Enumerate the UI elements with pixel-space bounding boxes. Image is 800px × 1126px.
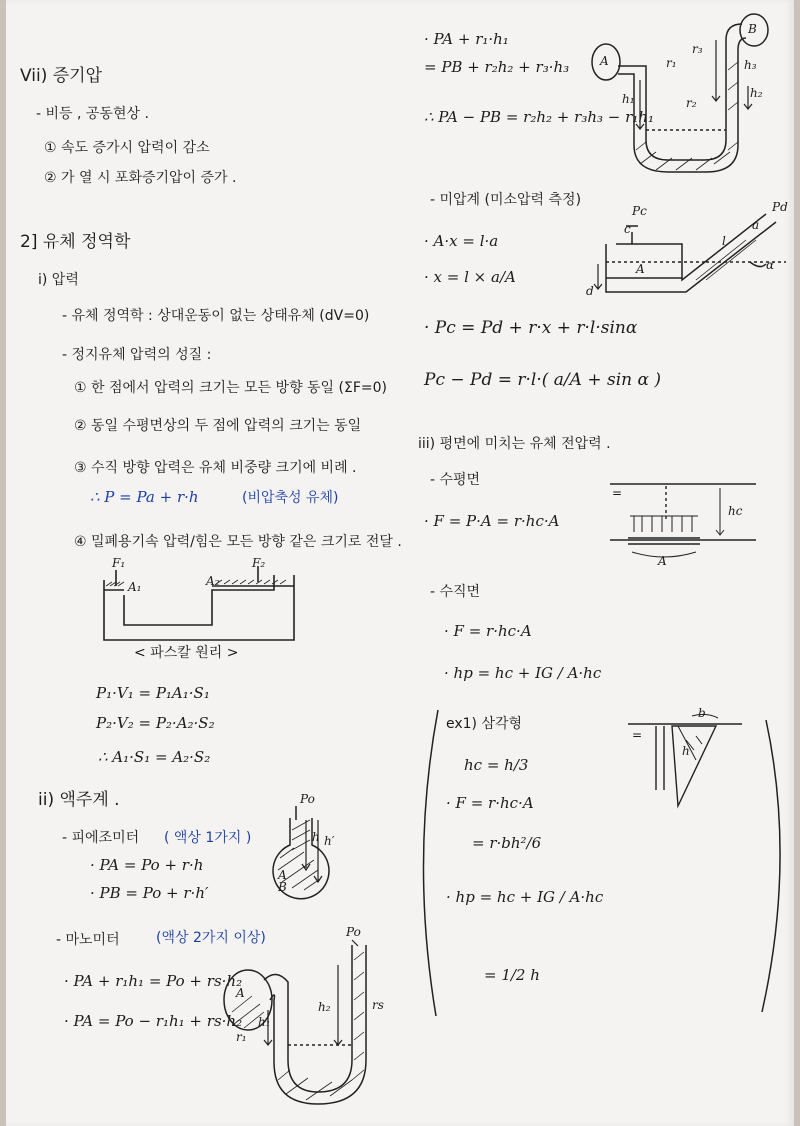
pascal-equation-1: P₁·V₁ = P₁A₁·S₁	[96, 684, 210, 702]
manometer-label-po: Po	[346, 925, 361, 939]
property-3: ③ 수직 방향 압력은 유체 비중량 크기에 비례 .	[74, 460, 357, 476]
micromanometer-label-alpha: α	[766, 258, 775, 272]
property-2: ② 동일 수평면상의 두 점에 압력의 크기는 동일	[74, 418, 362, 434]
section-vii-title: Vii) 증기압	[20, 66, 103, 86]
property-3-note: (비압축성 유체)	[242, 490, 339, 506]
pascal-label-a2: A₂	[206, 574, 220, 588]
piezometer-label-h-prime: h′	[324, 834, 335, 848]
horizontal-label-area: A	[658, 554, 667, 568]
section-2-title: 2] 유체 정역학	[20, 232, 131, 252]
triangle-label-b: b	[698, 706, 706, 720]
notebook-page	[6, 0, 794, 1126]
piezometer-equation-2: · PB = Po + r·h′	[90, 884, 209, 902]
piezometer-label-po: Po	[300, 792, 315, 806]
piezometer-label-a: A	[278, 868, 287, 882]
pressure-definition: - 유체 정역학 : 상대운동이 없는 상태유체 (dV=0)	[62, 308, 370, 324]
differential-label-r2: r₂	[686, 96, 697, 110]
manometer-note: (액상 2가지 이상)	[156, 930, 266, 946]
vertical-plane-title: - 수직면	[430, 584, 481, 600]
piezometer-title: - 피에조미터	[62, 830, 140, 846]
manometer-equation-1: · PA + r₁h₁ = Po + rs·h₂	[64, 972, 243, 990]
differential-label-h3: h₃	[744, 58, 757, 72]
manometer-label-h2: h₂	[318, 1000, 331, 1014]
micromanometer-label-a-small: a	[752, 218, 760, 232]
differential-label-a: A	[600, 54, 609, 68]
property-3-formula: ∴ P = Pa + r·h	[90, 488, 199, 506]
vertical-plane-equation-2: · hp = hc + IG / A·hc	[444, 664, 602, 682]
subsection-iii-title: iii) 평면에 미치는 유체 전압력 .	[418, 436, 611, 452]
example-equation-3: = r·bh²/6	[472, 834, 542, 852]
manometer-label-r1: r₁	[236, 1030, 247, 1044]
differential-label-r1: r₁	[666, 56, 677, 70]
micromanometer-equation-2: · x = l × a/A	[424, 268, 516, 286]
micromanometer-label-l: l	[722, 234, 726, 248]
property-4: ④ 밀폐용기속 압력/힘은 모든 방향 같은 크기로 전달 .	[74, 534, 402, 550]
differential-equation-3: ∴ PA − PB = r₂h₂ + r₃h₃ − r₁h₁	[424, 108, 654, 126]
horizontal-label-surface: =	[612, 486, 623, 500]
example-equation-5: = 1/2 h	[484, 966, 540, 984]
micromanometer-title: - 미압계 (미소압력 측정)	[430, 192, 582, 208]
example-equation-4: · hp = hc + IG / A·hc	[446, 888, 604, 906]
example-equation-2: · F = r·hc·A	[446, 794, 534, 812]
manometer-equation-2: · PA = Po − r₁h₁ + rs·h₂	[64, 1012, 243, 1030]
pascal-equation-3: ∴ A₁·S₁ = A₂·S₂	[98, 748, 211, 766]
horizontal-plane-equation: · F = P·A = r·hc·A	[424, 512, 560, 530]
pascal-caption: < 파스칼 원리 >	[134, 645, 239, 661]
differential-label-h1: h₁	[622, 92, 635, 106]
pascal-label-f2: F₂	[252, 556, 266, 570]
horizontal-label-hc: hc	[728, 504, 743, 518]
micromanometer-label-pc: Pc	[632, 204, 647, 218]
piezometer-label-h: h	[312, 830, 320, 844]
differential-label-h2: h₂	[750, 86, 763, 100]
vii-item-boiling: - 비등 , 공동현상 .	[36, 106, 149, 122]
triangle-label-surface: =	[632, 728, 643, 742]
pressure-properties-heading: - 정지유체 압력의 성질 :	[62, 347, 212, 363]
micromanometer-equation-3: · Pc = Pd + r·x + r·l·sinα	[424, 318, 638, 338]
micromanometer-label-d: d	[586, 284, 594, 298]
micromanometer-label-c: c	[624, 222, 631, 236]
vertical-plane-equation-1: · F = r·hc·A	[444, 622, 532, 640]
pascal-equation-2: P₂·V₂ = P₂·A₂·S₂	[96, 714, 215, 732]
differential-label-b: B	[748, 22, 757, 36]
piezometer-equation-1: · PA = Po + r·h	[90, 856, 204, 874]
micromanometer-equation-4: Pc − Pd = r·l·( a/A + sin α )	[424, 370, 662, 390]
triangle-plate-diagram	[6, 0, 800, 1126]
micromanometer-label-a-area: A	[636, 262, 645, 276]
property-1: ① 한 점에서 압력의 크기는 모든 방향 동일 (ΣF=0)	[74, 380, 387, 396]
manometer-title: - 마노미터	[56, 932, 120, 948]
piezometer-note: ( 액상 1가지 )	[164, 830, 252, 846]
subsection-ii-title: ii) 액주계 .	[38, 790, 120, 810]
triangle-label-h: h	[682, 744, 690, 758]
horizontal-plane-title: - 수평면	[430, 472, 481, 488]
example-equation-1: hc = h/3	[464, 756, 529, 774]
manometer-label-rs: rs	[372, 998, 384, 1012]
micromanometer-equation-1: · A·x = l·a	[424, 232, 499, 250]
example-title: ex1) 삼각형	[446, 716, 523, 732]
manometer-label-a: A	[236, 986, 245, 1000]
micromanometer-label-pd: Pd	[772, 200, 788, 214]
differential-label-r3: r₃	[692, 42, 703, 56]
piezometer-label-b: B	[278, 880, 287, 894]
pascal-label-a1: A₁	[128, 580, 142, 594]
vii-item-velocity: ① 속도 증가시 압력이 감소	[44, 140, 210, 156]
pascal-label-f1: F₁	[112, 556, 126, 570]
differential-equation-2: = PB + r₂h₂ + r₃·h₃	[424, 58, 570, 76]
vii-item-heating: ② 가 열 시 포화증기압이 증가 .	[44, 170, 237, 186]
differential-equation-1: · PA + r₁·h₁	[424, 30, 509, 48]
manometer-label-h1: h₁	[258, 1015, 271, 1029]
subsection-i-title: i) 압력	[38, 272, 79, 288]
